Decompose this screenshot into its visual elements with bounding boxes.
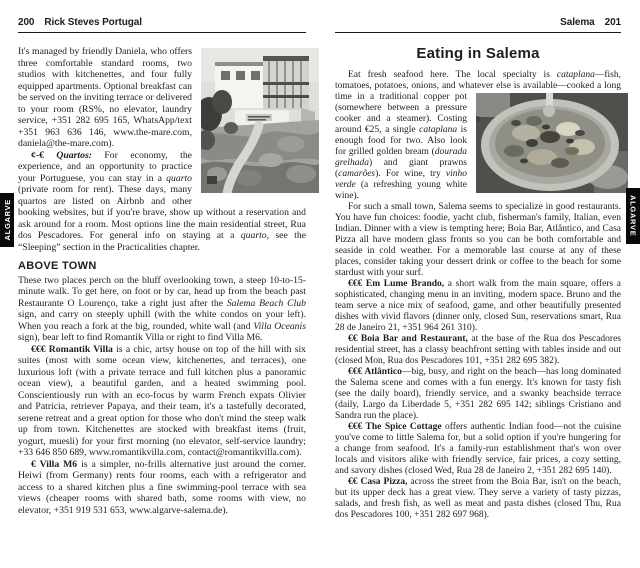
algarve-tab-right [626, 188, 640, 244]
paragraph-villa-m6: € Villa M6 is a simpler, no-frills alternative just around the corner. Heiwi (from Germany) rents four rooms, each with a refrigerator and access to a shared kitchen plus a fine swimming-pool terrace with sea views (cheaper rooms with shared bath, some rooms with view, no elevator, +351 919 531 653, www.algarve-salema.de). [18, 458, 306, 516]
paragraph-spice-cottage: €€€ The Spice Cottage offers authentic Indian food—not the cuisine you've come to little Salema for, but a solid option if you're hungering for a change from seafood. It's a family-run establishment that's won over locals and visitors alike with friendly service, fair prices, a cozy setting, and savory dishes (closed Wed, Rua 28 de Janeiro 2, +351 282 695 140). [335, 422, 621, 476]
right-page-number: 201 [604, 17, 621, 28]
paragraph-mare-rooms: It's managed by friendly Daniela, who offers three comfortable standard rooms, two studios with kitchenettes, and four fully equipped apartments. Optional breakfast can be served on the inviting terrace or delivered to your room (RS%, no elevator, laundry service, +351 282 695 165, WhatsApp/text +351 963 636 146, www.the-mare.com, daniela@the-mare.com). [18, 46, 192, 149]
left-page-header [18, 17, 306, 33]
book-title: Rick Steves Portugal [44, 17, 142, 28]
right-page [320, 0, 640, 568]
paragraph-atlantico: €€€ Atlântico—big, busy, and right on the beach—has long dominated the Salema scene and comes with a fun energy. It's known for tasty fish (see the daily board), friendly service, and a swanky beachside terrace (daily, Largo da Liberdade 5, +351 282 695 142; siblings Cristiano and Sandra run the place). [335, 367, 621, 421]
paragraph-casa-pizza: €€ Casa Pizza, across the street from the Boia Bar, isn't on the beach, but its upper deck has a great view. They serve a variety of tasty pizzas, salads, and fresh fish, as well as meat and pasta dishes (closed Thu, Rua dos Pescadores 100, +351 282 697 968). [335, 477, 621, 520]
paragraph-cataplana-start: Eat fresh seafood here. The local specialty is cataplana—fish, tomatoes, potatoes, onions, and whatever else is available—cooked [335, 70, 621, 91]
right-page-header [335, 17, 621, 33]
paragraph-boia-bar: €€ Boia Bar and Restaurant, at the base of the Rua dos Pescadores residential street, has a classy beachfront setting with tables inside and out (closed Mon, Rua dos Pescadores 101, +351 282 695 382). [335, 334, 621, 366]
left-page-body [18, 46, 306, 516]
algarve-tab-left [0, 193, 14, 247]
algarve-tab-right-label: ALGARVE [628, 195, 638, 237]
cataplana-pot-photo [476, 93, 628, 193]
right-page-body [335, 70, 621, 521]
section-name: Salema [560, 17, 595, 28]
algarve-tab-left-label: ALGARVE [2, 199, 12, 241]
above-town-heading: ABOVE TOWN [18, 260, 97, 272]
paragraph-cataplana [335, 70, 621, 202]
paragraph-em-lume-brando: €€€ Em Lume Brando, a short walk from the main square, offers a sophisticated, changing menu in an inviting, modern space. Bruno and the team serve a nice mix of seafood, game, and other beautifully presented dishes with vivid flavors (dinner only, closed Sun, reservations smart, Rua 28 de Janeiro 21, +351 964 261 310). [335, 279, 621, 333]
paragraph-cataplana-rest: a long time in a traditional copper pot (somewhere between a pressure cooker and a steamer). Costing around €25, a single cataplana is enough food for two. Also look for grilled golden bream (dourada grelhada) and giant prawns (camarões). For wine, try vinho verde (a refreshing young white wine). [335, 81, 621, 201]
paragraph-restaurant-overview: For such a small town, Salema seems to specialize in good restaurants. You have fun choices: foodie, yacht club, fisherman's family, Italian, even Indian. Dinner with a view is tempting here; Boia Bar, Atlântico, and Casa Pizza all have modern glass fronts so you can be both comfortable and seaside in cold weather. For a memorable last course at any of these places, consider taking your dessert drink or coffee to the beach for some stardust with your surf. [335, 202, 621, 278]
paragraph-quartos: ¢-€ Quartos: For economy, the experience, and an opportunity to practice your Portuguese, you can stay in a quarto (private room for rent). These days, many quartos are listed on Airbnb and other booking websites, but if you're brave, show up without a reservation and ask around for a room. Most options line the main residential street, Rua dos Pescadores. For general info on staying at a quarto, see the “Sleeping” section in the Practicalities chapter. [18, 149, 306, 253]
paragraph-above-town-intro: These two places perch on the bluff overlooking town, a steep 10-to-15-minute walk. To get here, on foot or by car, head up from the beach past Restaurante O Lourenço, take a right just after the Salema Beach Club sign, and carry on steeply uphill (with the white condos on your left). When you reach a fork at the big, rounded, white wall (and Villa Oceanis sign), bear left to find Romantik Villa or right to find Villa M6. [18, 274, 306, 343]
paragraph-romantik-villa: €€€ Romantik Villa is a chic, artsy house on top of the hill with six suites (most with some ocean view, kitchenettes, and terraces), one luxurious loft (with a private terrace and full kitchen plus a panoramic ocean view), a beautiful garden, and a heated swimming pool. Conscientiously run with an eco-focus by warm French expats Olivier and Patricia, retriever Papaya, and their team, it's a tastefully decorated, serene retreat and a great option for those who don't mind the steep walk up from town. Kitchenettes are stocked with breakfast items (fruit, yogurt, muesli) for your first morning (no elevator, self-service laundry; +33 646 850 689, www.romantikvilla.com, contact@romantikvilla.com). [18, 343, 307, 458]
villa-on-bluff-photo [201, 48, 319, 193]
eating-in-salema-title: Eating in Salema [416, 45, 540, 62]
left-page-number: 200 [18, 17, 35, 28]
